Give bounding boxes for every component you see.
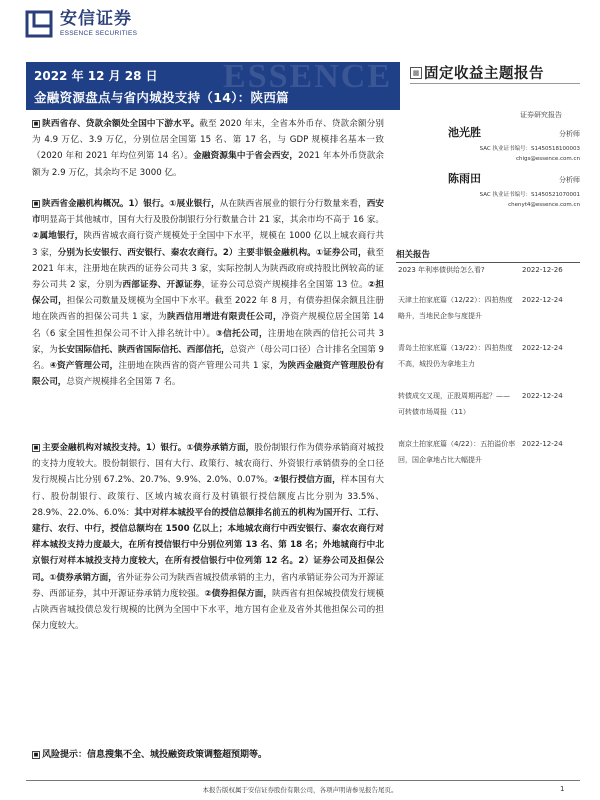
summary-paragraph-institutions <box>32 196 384 390</box>
para-bold: 陕西省金融机构概况。1）银行。①展业银行， <box>42 199 220 209</box>
analyst-card <box>412 170 580 208</box>
para-bold: ③信托公司， <box>215 328 268 339</box>
company-logo <box>24 8 137 40</box>
para-text: 总资产（母公司口径）合计排名全国第 9 名。 <box>32 344 384 372</box>
related-report-date: 2022-12-24 <box>522 440 563 448</box>
related-report-date: 2022-12-24 <box>522 344 563 352</box>
risk-text: 风险提示：信息搜集不全、城投融资政策调整超预期等。 <box>42 750 268 760</box>
para-bold: 主要金融机构对城投支持。1）银行。①债券承销方面， <box>42 443 255 453</box>
para-text: ，证券公司总资产规模排名全国第 13 位。 <box>201 280 368 291</box>
footer-disclaimer: 本报告版权属于安信证券股份有限公司，各项声明请参见报告尾页。 <box>202 786 398 794</box>
bullet-icon: ■ <box>33 444 39 451</box>
para-bold: 西安市 <box>32 199 384 226</box>
analyst-name: 陈雨田 <box>448 172 481 185</box>
bullet-icon: ■ <box>33 200 39 207</box>
para-text: 2021 年本外币贷款余额为 2.9 万亿，其余均不足 3000 亿。 <box>32 151 384 178</box>
report-type-header <box>410 62 580 84</box>
related-report-title[interactable]: 2023 年利率债供给怎么看? <box>398 266 485 274</box>
related-reports-title: 相关报告 <box>396 248 580 263</box>
para-text: 从在陕西省展业的银行分行数量来看， <box>219 199 367 209</box>
analyst-name: 池光胜 <box>448 126 481 139</box>
para-text: 净资产规模位居全国第 14 名（6 家全国性担保公司不计入排名统计中）。 <box>32 312 384 339</box>
para-bold: ②债券担保方面， <box>204 588 272 599</box>
logo-cn: 安信证券 <box>60 8 132 29</box>
report-type: 固定收益主题报告 <box>424 65 544 82</box>
analyst-email[interactable]: chenyt4@essence.com.cn <box>508 202 580 208</box>
logo-en: ESSENCE SECURITIES <box>60 29 138 37</box>
para-bold: ②担保公司， <box>32 280 384 307</box>
analyst-card <box>412 124 580 162</box>
report-kind: 证券研究报告 <box>520 111 562 119</box>
para-text: 注册地在陕西省的资产管理公司共 1 家， <box>118 361 279 372</box>
related-report-title[interactable]: 转债成交又现，正股周期再起？——可转债市场周报（11） <box>398 392 510 416</box>
analyst-sac: SAC 执业证书编号：S1450518100003 <box>479 146 580 152</box>
report-date: 2022 年 12 月 28 日 <box>34 69 158 83</box>
para-bold: ②银行授信方面， <box>272 475 341 486</box>
footer-divider <box>26 780 580 781</box>
analyst-role: 分析师 <box>559 176 580 184</box>
summary-paragraph-support <box>32 440 384 634</box>
report-title: 金融资源盘点与省内城投支持（14）：陕西篇 <box>34 90 289 105</box>
bullet-icon: ■ <box>33 751 39 758</box>
para-text: 截至 2021 年末，注册地在陕西的证券公司共 3 家，实际控制人为陕西政府或持股比例较高的证券公司共 2 家，分别为 <box>32 247 384 291</box>
analyst-sac: SAC 执业证书编号：S1450521070001 <box>479 192 580 198</box>
para-bold: 陕西省存、贷款余额处全国中下游水平。 <box>42 119 200 129</box>
related-report-date: 2022-12-24 <box>522 296 563 304</box>
analyst-email[interactable]: chigs@essence.com.cn <box>515 156 580 162</box>
para-text: 省外证券公司为陕西省城投债承销的主力，省内承销证券公司为开源证券、西部证券，其中开源证券承销力度较强。 <box>32 572 384 599</box>
para-text: 注册地在陕西的信托公司共 3 家，为 <box>32 328 385 355</box>
title-banner <box>26 62 400 110</box>
bullet-icon: ■ <box>33 120 39 127</box>
para-bold: ②属地银行， <box>32 231 84 242</box>
para-text: 陕西省城农商行资产规模处于全国中下水平，规模在 1000 亿以上城农商行共 3 家， <box>32 231 384 258</box>
logo-mark-icon <box>24 9 54 39</box>
para-text: 担保公司数量及规模为全国中下水平。截至 2022 年 8 月，有债券担保余额且注册地在陕西省的担保公司共 1 家，为 <box>32 296 384 323</box>
para-bold: 其中对样本城投平台的授信总额排名前五的机构为国开行、工行、建行、农行、中行，授信总额均在 1500 亿以上；本地城农商行中西安银行、秦农农商行对样本城投支持力度最大，在所有授信银行中分别位列第 13 名、第 18 名；外地城商行中北京银行对样本城投支持力度较大，在所有授信银行中位列第 12 名。2）证券公司及担保公司。①债券承销方面， <box>32 507 384 583</box>
banner-watermark: ESSENCE <box>223 62 392 95</box>
para-text: 陕西省有担保城投债发行规模占陕西省城投债总发行规模的比例为全国中下水平，地方国有企业及省外其他担保公司的担保力度较大。 <box>32 588 384 632</box>
para-text: 样本国有大行、股份制银行、政策行、区域内城农商行及村镇银行授信额度占比分别为 33.5%、28.9%、22.0%、6.0%： <box>32 475 384 518</box>
related-report-title[interactable]: 南京土拍家底篇（4/22）：五拍溢价率回，国企拿地占比大幅提升 <box>398 440 516 464</box>
para-bold: 西部证券、开源证券 <box>122 280 202 291</box>
analyst-role: 分析师 <box>559 130 580 138</box>
risk-warning <box>32 747 267 760</box>
para-text: 截至 2020 年末，全省本外币存、贷款余额分别为 4.9 万亿、3.9 万亿，分别位居全国第 15 名、第 17 名，与 GDP 规模排名基本一致（2020 年和 2021 年均位列第 14 名）。 <box>32 119 384 162</box>
para-bold: 长安国际信托、陕西省国际信托、西部信托， <box>57 344 230 355</box>
para-bold: 陕西信用增进有限责任公司， <box>167 312 282 323</box>
para-bold: 为陕西金融资产管理股份有限公司， <box>32 361 384 388</box>
para-text: 总资产规模排名全国第 7 名。 <box>66 377 181 388</box>
report-type-icon: ▦ <box>410 67 422 79</box>
summary-paragraph-deposits <box>32 116 384 181</box>
para-text: 股份制银行作为债券承销商对城投的支持力度较大。股份制银行、国有大行、政策行、城农商行、外资银行承销债券的全口径发行规模占比分别 67.2%、20.7%、9.9%、2.0%、0.07%。 <box>32 443 384 486</box>
para-text: 明显高于其他城市，国有大行及股份制银行分行数量合计 21 家，其余市均不高于 16 家。 <box>40 215 384 226</box>
related-report-title[interactable]: 天津土拍家底篇（12/22）：四拍热度略升，当地民企参与度提升 <box>398 296 513 320</box>
logo-text <box>60 8 138 38</box>
para-bold: 分别为长安银行、西安银行、秦农农商行。2）主要非银金融机构。①证券公司， <box>57 247 367 258</box>
para-bold: ④资产管理公司， <box>49 361 119 372</box>
related-report-title[interactable]: 青岛土拍家底篇（13/22）：四拍热度不高，城投仍为拿地主力 <box>398 344 513 368</box>
page-number: 1 <box>560 785 565 793</box>
related-report-date: 2022-12-24 <box>522 392 563 400</box>
related-report-date: 2022-12-26 <box>522 266 563 274</box>
para-bold: 金融资源集中于省会西安， <box>193 151 299 162</box>
